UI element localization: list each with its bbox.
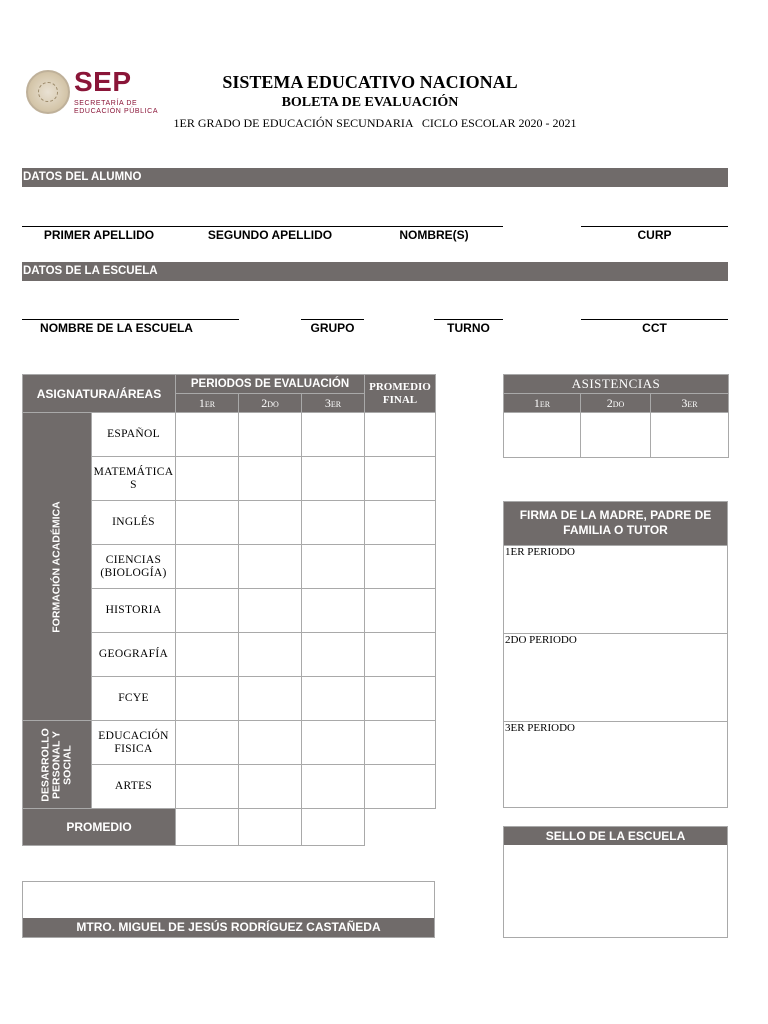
shift-line xyxy=(434,319,503,320)
grade-cycle-line: 1ER GRADO DE EDUCACIÓN SECUNDARIA CICLO ESCOLAR 2020 - 2021 xyxy=(173,116,577,130)
school-section-bar: DATOS DE LA ESCUELA xyxy=(22,262,728,281)
grade-cell[interactable] xyxy=(176,501,239,545)
period-1-header: 1ER xyxy=(176,394,239,413)
grade-cell[interactable] xyxy=(302,589,365,633)
grades-table xyxy=(22,374,436,846)
cct-label: CCT xyxy=(642,321,667,335)
document-subtitle: BOLETA DE EVALUACIÓN xyxy=(281,95,459,110)
grade-cell[interactable] xyxy=(239,589,302,633)
logo-sub-line-2: EDUCACIÓN PÚBLICA xyxy=(74,108,159,115)
final-grade-cell[interactable] xyxy=(365,457,436,501)
student-name-line xyxy=(22,226,503,227)
attendance-period-3-header: 3ER xyxy=(651,394,729,413)
grade-cell[interactable] xyxy=(239,721,302,765)
national-seal-icon xyxy=(26,70,70,114)
grade-cell[interactable] xyxy=(176,721,239,765)
average-cell[interactable] xyxy=(239,809,302,846)
grade-cell[interactable] xyxy=(239,413,302,457)
average-cell[interactable] xyxy=(302,809,365,846)
director-name: MTRO. MIGUEL DE JESÚS RODRÍGUEZ CASTAÑEDA xyxy=(23,918,434,937)
grade-cell[interactable] xyxy=(239,545,302,589)
grade-cell[interactable] xyxy=(239,765,302,809)
logo-brand: SEP xyxy=(74,66,132,97)
group-label: GRUPO xyxy=(310,321,355,335)
final-grade-cell[interactable] xyxy=(365,545,436,589)
final-grade-cell[interactable] xyxy=(365,677,436,721)
grade-cell[interactable] xyxy=(176,589,239,633)
sep-logo xyxy=(26,66,159,118)
guardian-signature-box xyxy=(503,501,728,808)
grade-cell[interactable] xyxy=(239,457,302,501)
logo-sub-line-1: SECRETARÍA DE xyxy=(74,100,138,107)
shift-label: TURNO xyxy=(447,321,490,335)
subject-geografia: GEOGRAFÍA xyxy=(92,633,176,677)
period-3-header: 3ER xyxy=(302,394,365,413)
average-label: PROMEDIO xyxy=(23,809,176,846)
signature-period-2[interactable]: 2DO PERIODO xyxy=(504,633,727,721)
director-signature-box xyxy=(22,881,435,938)
grade-cell[interactable] xyxy=(302,457,365,501)
final-grade-cell[interactable] xyxy=(365,765,436,809)
empty-cell xyxy=(365,809,436,846)
grade-cell[interactable] xyxy=(239,633,302,677)
grade-cell[interactable] xyxy=(302,633,365,677)
grade-cell[interactable] xyxy=(176,633,239,677)
academic-group-label: FORMACIÓN ACADÉMICA xyxy=(23,413,92,721)
stamp-header: SELLO DE LA ESCUELA xyxy=(504,827,727,845)
grade-cell[interactable] xyxy=(176,677,239,721)
final-average-header: PROMEDIO FINAL xyxy=(365,375,436,413)
final-grade-cell[interactable] xyxy=(365,413,436,457)
second-surname-label: SEGUNDO APELLIDO xyxy=(207,228,333,242)
grade-cell[interactable] xyxy=(176,413,239,457)
subjects-header: ASIGNATURA/ÁREAS xyxy=(23,375,176,413)
signature-header: FIRMA DE LA MADRE, PADRE DE FAMILIA O TUTOR xyxy=(504,502,727,545)
grade-cell[interactable] xyxy=(302,721,365,765)
curp-label: CURP xyxy=(637,228,672,242)
student-section-bar: DATOS DEL ALUMNO xyxy=(22,168,728,187)
school-name-line xyxy=(22,319,239,320)
subject-espanol: ESPAÑOL xyxy=(92,413,176,457)
document-title: SISTEMA EDUCATIVO NACIONAL xyxy=(222,72,518,92)
subject-fcye: FCYE xyxy=(92,677,176,721)
first-surname-label: PRIMER APELLIDO xyxy=(43,228,155,242)
grade-cell[interactable] xyxy=(239,501,302,545)
grade-cell[interactable] xyxy=(302,765,365,809)
attendance-period-1-header: 1ER xyxy=(504,394,581,413)
grade-cell[interactable] xyxy=(302,677,365,721)
grade-cell[interactable] xyxy=(239,677,302,721)
periods-header: PERIODOS DE EVALUACIÓN xyxy=(176,375,365,394)
subject-historia: HISTORIA xyxy=(92,589,176,633)
grade-cell[interactable] xyxy=(176,765,239,809)
signature-period-3[interactable]: 3ER PERIODO xyxy=(504,721,727,807)
grade-cell[interactable] xyxy=(302,501,365,545)
group-line xyxy=(301,319,364,320)
average-cell[interactable] xyxy=(176,809,239,846)
period-2-header: 2DO xyxy=(239,394,302,413)
subject-artes: ARTES xyxy=(92,765,176,809)
curp-line xyxy=(581,226,728,227)
subject-educacion-fisica: EDUCACIÓN FISICA xyxy=(92,721,176,765)
subject-matematicas: MATEMÁTICA S xyxy=(92,457,176,501)
names-label: NOMBRE(S) xyxy=(399,228,469,242)
grade-cell[interactable] xyxy=(176,545,239,589)
final-grade-cell[interactable] xyxy=(365,589,436,633)
grade-cell[interactable] xyxy=(302,413,365,457)
attendance-header: ASISTENCIAS xyxy=(504,375,729,394)
final-grade-cell[interactable] xyxy=(365,633,436,677)
attendance-cell[interactable] xyxy=(581,413,651,458)
subject-ciencias: CIENCIAS (BIOLOGÍA) xyxy=(92,545,176,589)
grade-cell[interactable] xyxy=(302,545,365,589)
school-name-label: NOMBRE DE LA ESCUELA xyxy=(40,321,193,335)
school-stamp-box xyxy=(503,826,728,938)
grade-cell[interactable] xyxy=(176,457,239,501)
attendance-cell[interactable] xyxy=(504,413,581,458)
attendance-period-2-header: 2DO xyxy=(581,394,651,413)
signature-period-1[interactable]: 1ER PERIODO xyxy=(504,545,727,633)
attendance-cell[interactable] xyxy=(651,413,729,458)
personal-group-label: DESARROLLO PERSONAL Y SOCIAL xyxy=(23,721,92,809)
cct-line xyxy=(581,319,728,320)
final-grade-cell[interactable] xyxy=(365,721,436,765)
attendance-table xyxy=(503,374,729,458)
subject-ingles: INGLÉS xyxy=(92,501,176,545)
final-grade-cell[interactable] xyxy=(365,501,436,545)
